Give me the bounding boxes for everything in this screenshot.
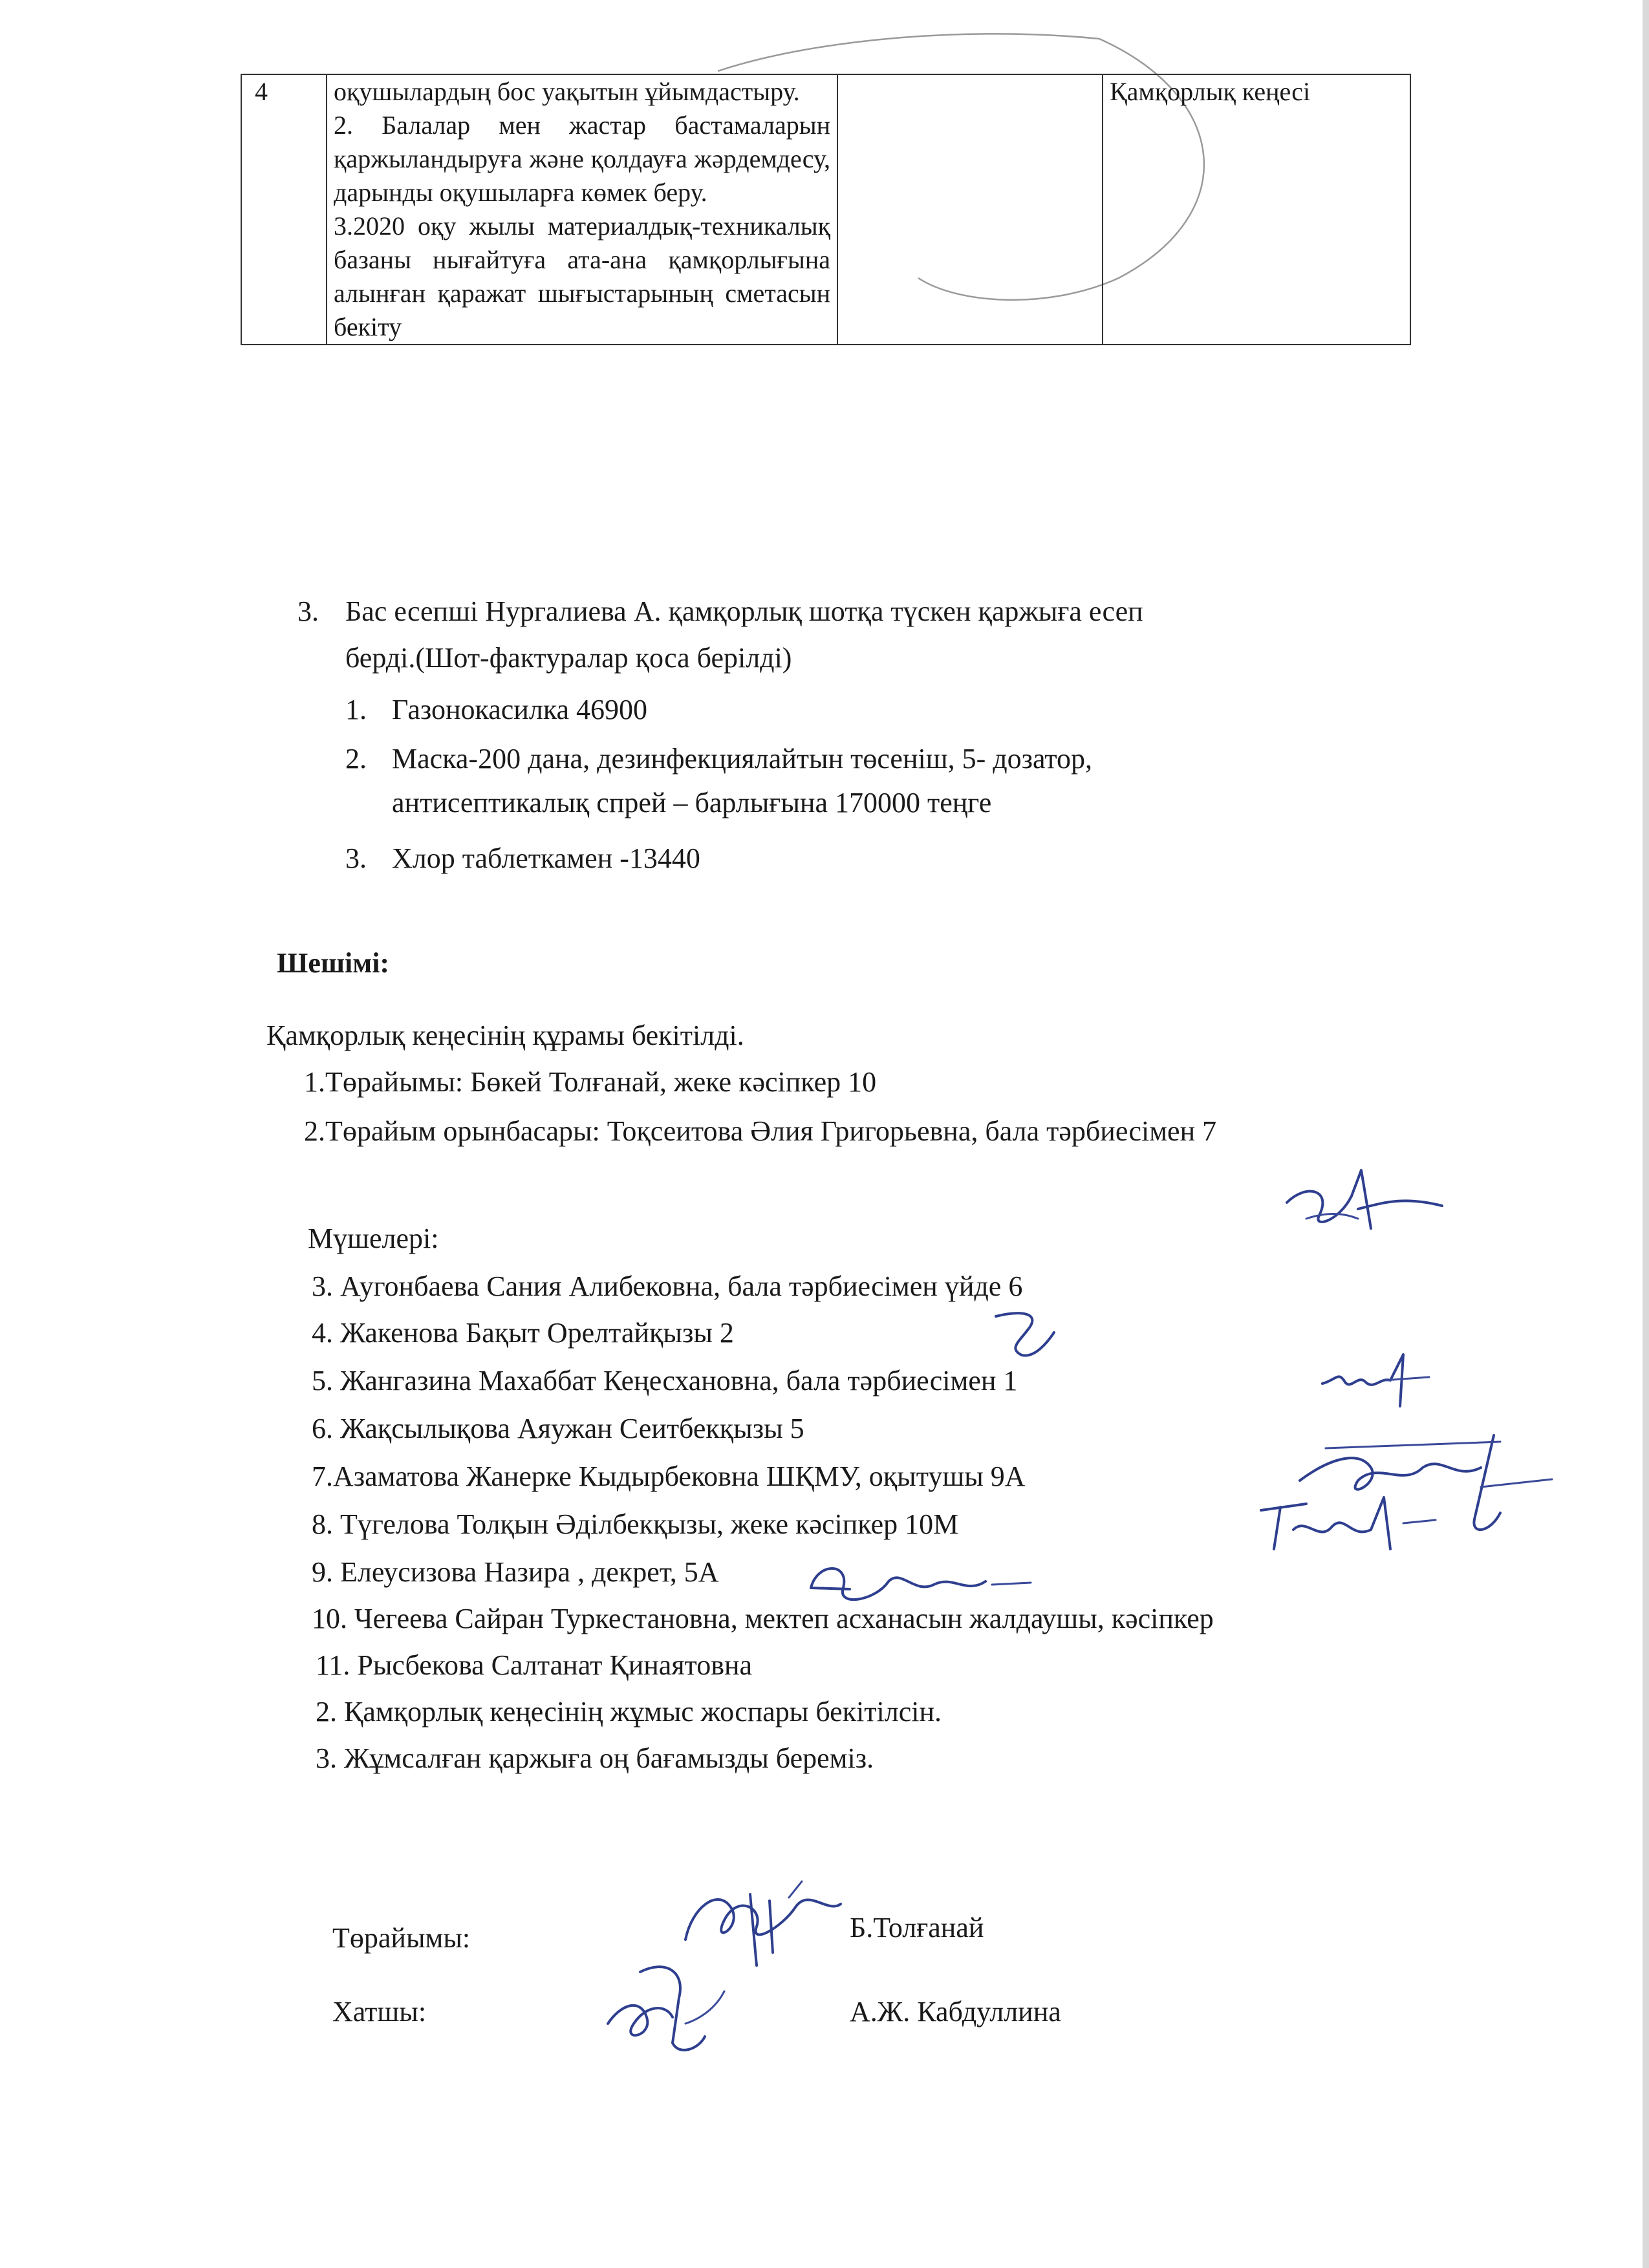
deputy-signature-image: [1280, 1157, 1449, 1241]
member-line: 11. Рысбекова Салтанат Қинаятовна: [316, 1649, 753, 1681]
report-text-line2: берді.(Шот-фактуралар қоса берілді): [345, 642, 792, 674]
member-4-signature-image: [983, 1303, 1073, 1362]
report-text-line1: Бас есепші Нургалиева А. қамқорлық шотқа түскен қаржыға есеп: [345, 595, 1143, 627]
member-line: 5. Жангазина Махаббат Кеңесхановна, бала тәрбиесімен 1: [312, 1365, 1018, 1396]
chair-line: 1.Төрайымы: Бөкей Толғанай, жеке кәсіпкер 10: [304, 1066, 877, 1098]
row-empty-cell: [837, 74, 1103, 345]
decision-point-3: 3. Жұмсалған қаржыға оң бағамызды береміз.: [316, 1742, 874, 1774]
item-line: 3.2020 оқу жылы материалдық-техникалық базаны нығайтуға ата-ана қамқорлығына алынған қаражат шығыстарының сметасын бекіту: [334, 211, 830, 341]
decision-heading: Шешімі:: [277, 947, 390, 979]
deputy-line: 2.Төрайым орынбасары: Тоқсеитова Әлия Григорьевна, бала тәрбиесімен 7: [304, 1115, 1217, 1147]
expense-number: 2.: [345, 743, 367, 775]
expense-item: Хлор таблеткамен -13440: [392, 842, 700, 874]
member-line: 8. Түгелова Толқын Әділбекқызы, жеке кәсіпкер 10М: [312, 1508, 959, 1540]
member-5-signature-image: [1319, 1345, 1436, 1416]
table-row: [241, 74, 1410, 345]
member-line: 7.Азаматова Жанерке Кыдырбековна ШҚМУ, оқытушы 9А: [312, 1460, 1026, 1492]
decision-intro: Қамқорлық кеңесінің құрамы бекітілді.: [266, 1020, 744, 1051]
item-line: 2. Балалар мен жастар бастамаларын қаржыландыруға және қолдауға жәрдемдесу, дарынды оқушыларға көмек беру.: [334, 111, 830, 207]
row-number-cell: 4: [241, 74, 327, 345]
expense-item: Газонокасилка 46900: [392, 694, 648, 725]
expense-item-continued: антисептикалық спрей – барлығына 170000 теңге: [392, 787, 992, 818]
expense-number: 3.: [345, 842, 367, 874]
chair-signature-name: Б.Толғанай: [850, 1912, 984, 1943]
expense-item: Маска-200 дана, дезинфекциялайтын төсеніш, 5- дозатор,: [392, 743, 1093, 775]
secretary-signature-label: Хатшы:: [332, 1996, 427, 2027]
member-line: 10. Чегеева Сайран Туркестановна, мектеп асханасын жалдаушы, кәсіпкер: [312, 1603, 1214, 1634]
report-number: 3.: [297, 595, 319, 627]
member-line: 6. Жақсылықова Аяужан Сеитбекқызы 5: [312, 1413, 804, 1444]
decision-point-2: 2. Қамқорлық кеңесінің жұмыс жоспары бекітілсін.: [316, 1696, 942, 1728]
member-line: 3. Аугонбаева Сания Алибековна, бала тәрбиесімен үйде 6: [312, 1270, 1023, 1302]
member-8-signature-image: [1255, 1484, 1461, 1562]
plan-table: [241, 74, 1411, 345]
members-label: Мүшелері:: [308, 1223, 439, 1254]
secretary-signature-image: [595, 1946, 763, 2062]
secretary-signature-name: А.Ж. Кабдуллина: [850, 1996, 1061, 2027]
row-item-cell: [327, 74, 837, 345]
row-responsible-cell: Қамқорлық кеңесі: [1103, 74, 1410, 345]
item-line: оқушылардың бос уақытын ұйымдастыру.: [334, 77, 800, 106]
member-line: 9. Елеусизова Назира , декрет, 5А: [312, 1556, 719, 1588]
member-line: 4. Жакенова Бақыт Орелтайқызы 2: [312, 1317, 734, 1349]
chair-signature-label: Төрайымы:: [332, 1922, 471, 1954]
member-9-signature-image: [798, 1549, 1070, 1620]
expense-number: 1.: [345, 694, 367, 725]
